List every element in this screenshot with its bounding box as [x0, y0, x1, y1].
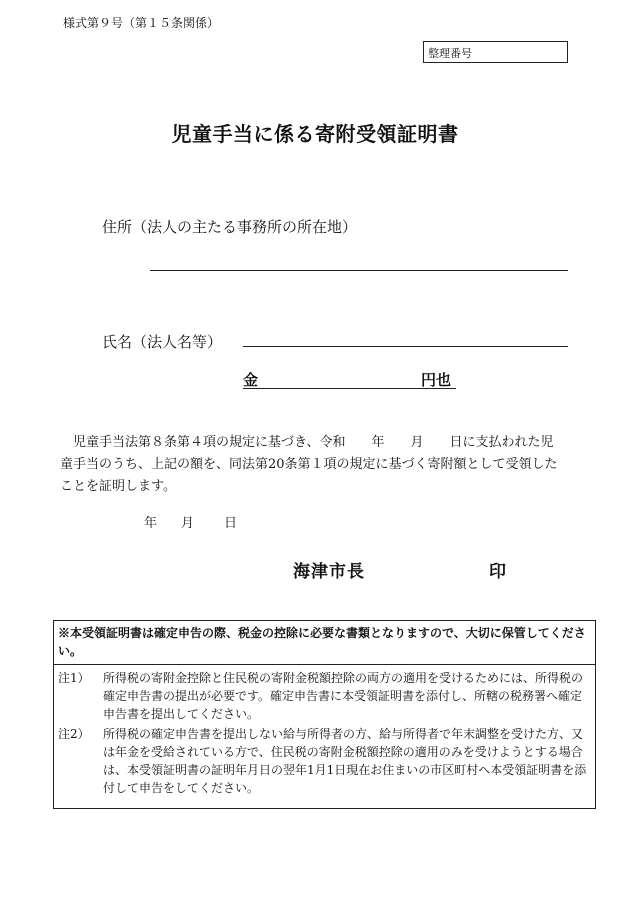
address-label: 住所（法人の主たる事務所の所在地） — [102, 218, 358, 236]
note-2-text: 所得税の確定申告書を提出しない給与所得者の方、給与所得者で年末調整を受けた方、又は年金を受給されている方で、住民税の寄附金税額控除の適用のみを受けようとする場合は、本受領証明書の証明年月日の翌年1月1日現在お住まいの市区町村へ本受領証明書を添付して申告をしてください。 — [103, 727, 587, 795]
statement-line: 児童手当法第８条第４項の規定に基づき、令和 年 月 日に支払われた児 — [73, 435, 554, 450]
seal-mark: 印 — [489, 562, 506, 582]
amount-prefix: 金 — [243, 371, 259, 389]
name-label: 氏名（法人名等） — [102, 333, 223, 351]
name-field-line[interactable] — [243, 346, 568, 347]
issuer-name: 海津市長 — [293, 562, 365, 582]
form-number: 様式第９号（第１５条関係） — [63, 16, 220, 30]
certification-statement — [60, 432, 580, 498]
note-2-label: 注2） — [58, 727, 90, 741]
reference-number-label: 整理番号 — [428, 47, 472, 60]
notice-divider — [54, 664, 595, 665]
reference-number-box[interactable] — [423, 41, 568, 63]
amount-suffix: 円也 — [421, 371, 452, 389]
date-month: 月 — [181, 516, 195, 531]
amount-field-line[interactable] — [243, 388, 456, 389]
address-field-line[interactable] — [150, 270, 568, 271]
statement-line: ことを証明します。 — [60, 479, 176, 494]
statement-line: 童手当のうち、上記の額を、同法第20条第１項の規定に基づく寄附額として受領した — [60, 457, 558, 472]
notice-box — [53, 620, 596, 809]
notice-heading: ※本受領証明書は確定申告の際、税金の控除に必要な書類となりますので、大切に保管してください。 — [58, 626, 586, 658]
document-title: 児童手当に係る寄附受領証明書 — [171, 122, 459, 146]
date-year: 年 — [144, 516, 158, 531]
date-day: 日 — [224, 516, 238, 531]
note-1-text: 所得税の寄附金控除と住民税の寄附金税額控除の両方の適用を受けるためには、所得税の確定申告書の提出が必要です。確定申告書に本受領証明書を添付し、所轄の税務署へ確定申告書を提出してください。 — [103, 671, 584, 721]
note-1-label: 注1） — [58, 671, 90, 685]
